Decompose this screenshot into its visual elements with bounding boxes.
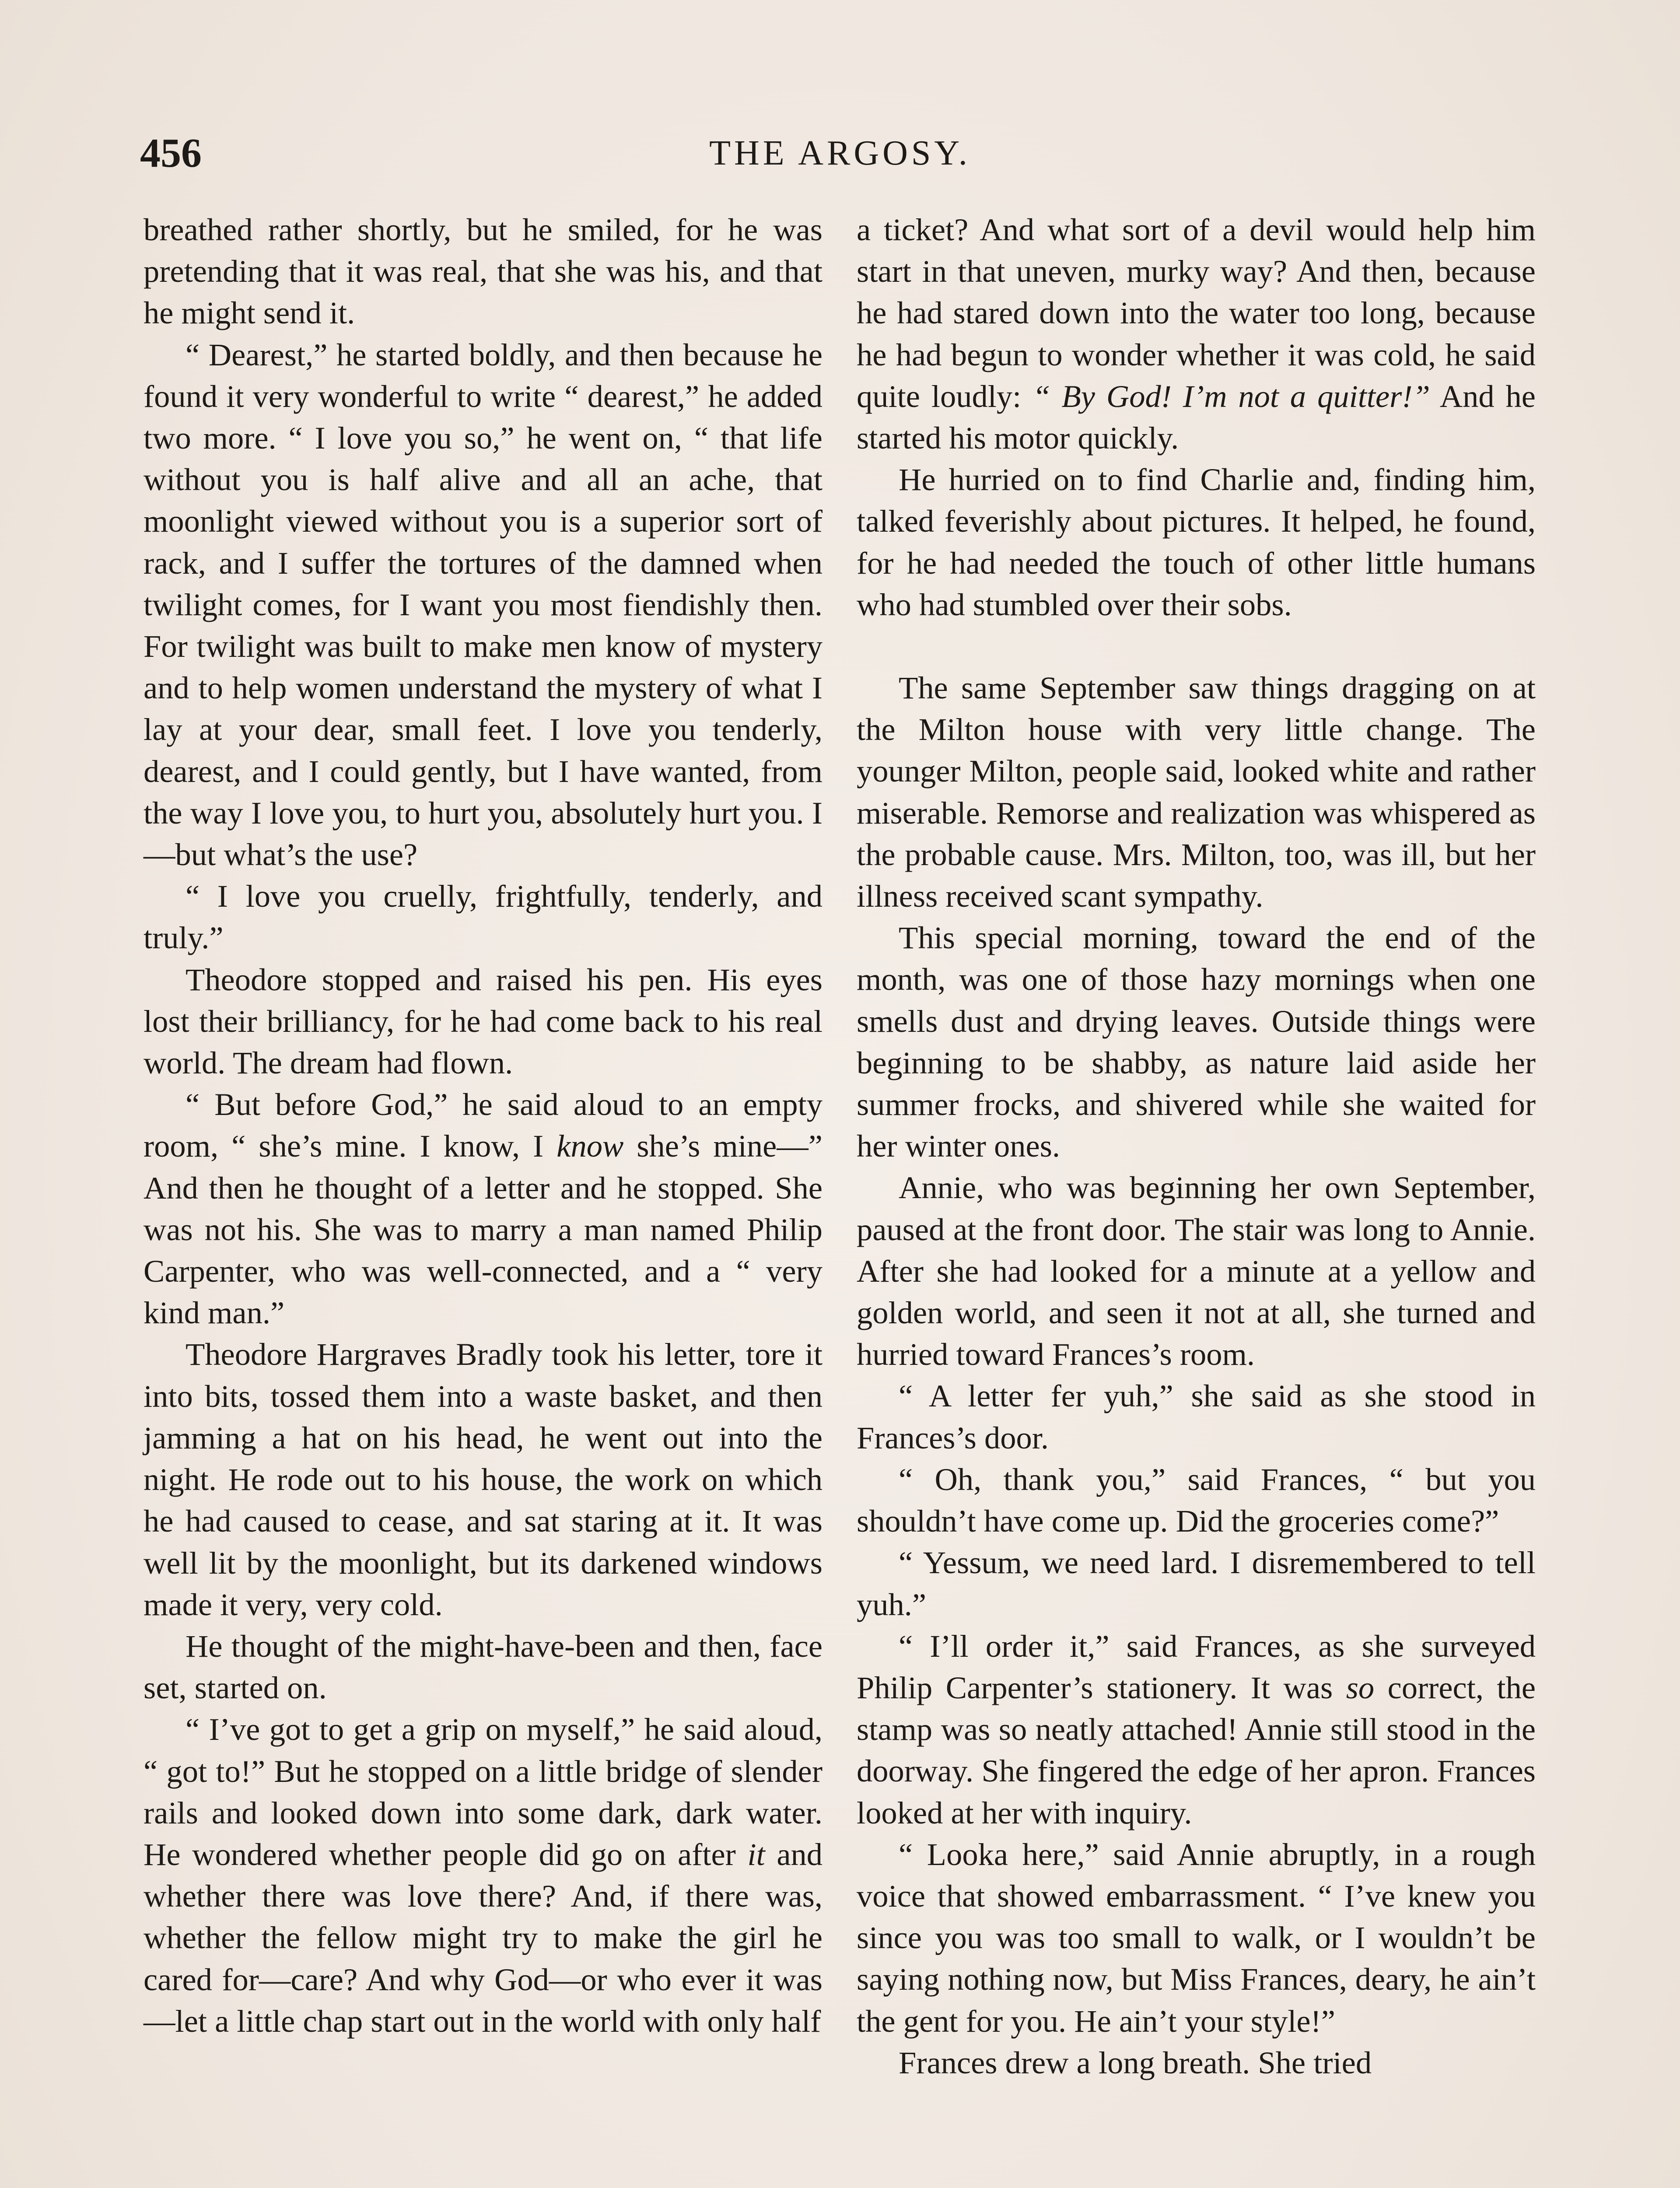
text-run: she’s mine—” And then he thought of a letter and he stopped. She was not his. She was to marry a man named Philip Carpenter, who was well-connected, and a “ very kind man.”: [144, 1128, 822, 1331]
paragraph: This special morning, toward the end of the month, was one of those hazy mornings when one smells dust and drying leaves. Outside things were beginning to be shabby, as nature laid aside her summer frocks, and shivered while she waited for her winter ones.: [857, 920, 1536, 1164]
emphasis: “ By God! I’m not a quitter!”: [1032, 378, 1430, 414]
paragraph: “ Dearest,” he started boldly, and then because he found it very wonderful to write “ dearest,” he added two more. “ I love you so,” he went on, “ that life without you is half alive and all an ache, that moonlight viewed without you is a superior sort of rack, and I suffer the tortures of the damned when twilight comes, for I want you most fiendishly then. For twilight was built to make men know of mystery and to help women understand the mystery of what I lay at your dear, small feet. I love you tenderly, dearest, and I could gently, but I have wanted, from the way I love you, to hurt you, absolutely hurt you. I —but what’s the use?: [144, 337, 822, 873]
paragraph: Frances drew a long breath. She tried: [899, 2044, 1372, 2080]
text-run: correct, the stamp was so neatly attached! Annie still stood in the doorway. She fingered the edge of her apron. Frances looked at her with inquiry.: [857, 1669, 1536, 1830]
paragraph: Theodore Hargraves Bradly took his letter, tore it into bits, tossed them into a waste basket, and then jamming a hat on his head, he went out into the night. He rode out to his house, the work on which he had caused to cease, and sat staring at it. It was well lit by the moonlight, but its darkened windows made it very, very cold.: [144, 1336, 822, 1622]
emphasis: know: [556, 1128, 624, 1164]
paragraph: “ Oh, thank you,” said Frances, “ but you shouldn’t have come up. Did the groceries come?”: [857, 1461, 1536, 1539]
paragraph: breathed rather shortly, but he smiled, for he was pretending that it was real, that she was his, and that he might send it.: [144, 212, 822, 331]
paragraph: “ Looka here,” said Annie abruptly, in a rough voice that showed embarrassment. “ I’ve knew you since you was too small to walk, or I wouldn’t be saying nothing now, but Miss Frances, deary, he ain’t the gent for you. He ain’t your style!”: [857, 1836, 1536, 2039]
text-run: And he started his motor quickly.: [857, 378, 1536, 456]
text-run: “ But before God,” he said aloud to an empty room, “ she’s mine. I know, I: [144, 1087, 822, 1164]
paragraph: Annie, who was beginning her own September, paused at the front door. The stair was long to Annie. After she had looked for a minute at a yellow and golden world, and seen it not at all, she turned and hurried toward Frances’s room.: [857, 1170, 1536, 1372]
emphasis: it: [747, 1836, 765, 1872]
paragraph: [144, 1708, 822, 2042]
emphasis: so: [1346, 1669, 1375, 1705]
paragraph: [857, 1625, 1536, 1834]
text-run: “ I’ll order it,” said Frances, as she surveyed Philip Carpenter’s stationery. It was: [857, 1628, 1536, 1705]
paragraph: “ Yessum, we need lard. I disremembered to tell yuh.”: [857, 1545, 1536, 1622]
text-run: a ticket? And what sort of a devil would help him start in that uneven, murky way? And then, because he had stared down into the water too long, because he had begun to wonder whether it was cold, he said quite loudly:: [857, 212, 1536, 414]
paragraph: He thought of the might-have-been and then, face set, started on.: [144, 1628, 822, 1706]
right-column: [857, 209, 1536, 2083]
text-run: and whether there was love there? And, if there was, whether the fellow might try to make the girl he cared for—care? And why God—or who ever it was—let a little chap start out in the world with only half: [144, 1836, 823, 2039]
text-run: “ I’ve got to get a grip on myself,” he said aloud, “ got to!” But he stopped on a little bridge of slender rails and looked down into some dark, dark water. He wondered whether people did go on after: [144, 1711, 822, 1872]
page-number: 456: [140, 130, 202, 176]
paragraph: [144, 1083, 822, 1333]
paragraph: Theodore stopped and raised his pen. His eyes lost their brilliancy, for he had come back to his real world. The dream had flown.: [144, 961, 822, 1081]
page-header: [140, 127, 1540, 179]
paragraph: “ A letter fer yuh,” she said as she stood in Frances’s door.: [857, 1378, 1536, 1455]
paragraph: [857, 209, 1536, 459]
running-title: THE ARGOSY.: [709, 134, 971, 172]
paragraph: He hurried on to find Charlie and, finding him, talked feverishly about pictures. It helped, he found, for he had needed the touch of other little humans who had stumbled over their sobs.: [857, 462, 1536, 622]
left-column: [144, 209, 822, 2042]
paragraph: The same September saw things dragging on at the Milton house with very little change. The younger Milton, people said, looked white and rather miserable. Remorse and realization was whispered as the probable cause. Mrs. Milton, too, was ill, but her illness received scant sympathy.: [857, 670, 1536, 914]
paragraph: “ I love you cruelly, frightfully, tenderly, and truly.”: [144, 878, 822, 956]
